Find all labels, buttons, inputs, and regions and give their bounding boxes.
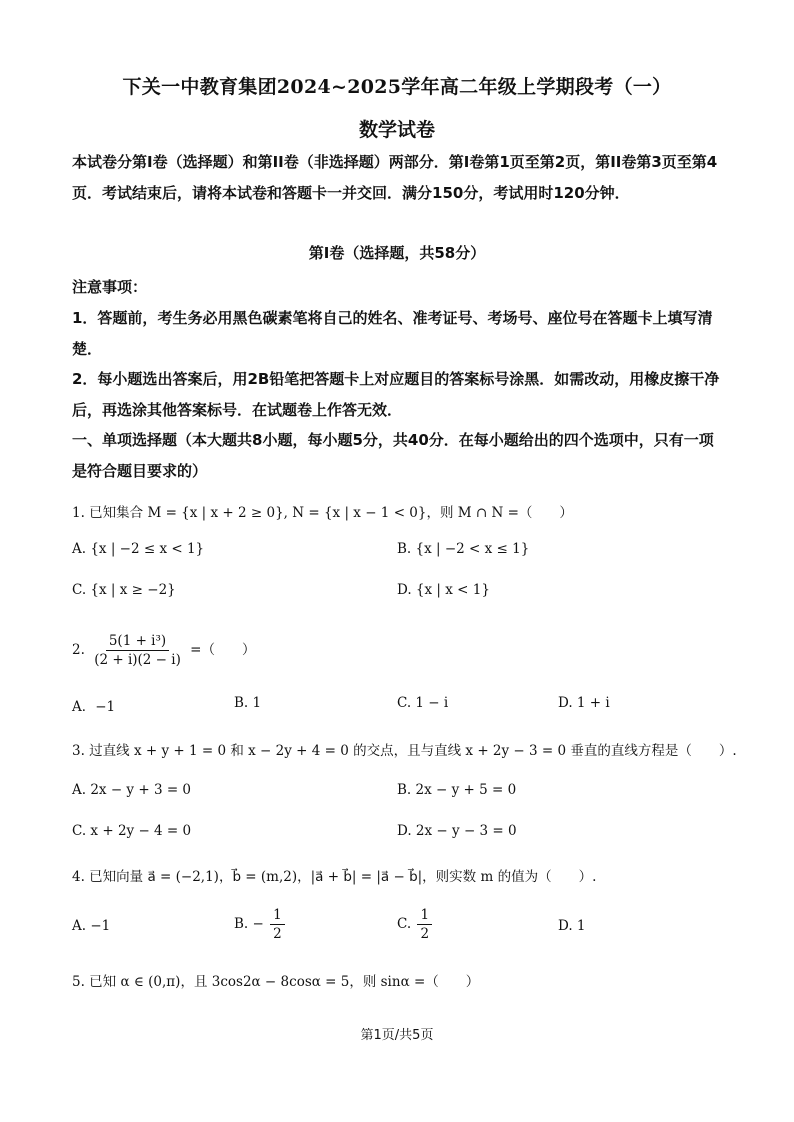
question-3-option-c: C. x + 2y − 4 = 0 xyxy=(72,823,192,839)
question-2-numerator: 5(1 + i³) xyxy=(106,632,169,651)
question-4-option-d: D. 1 xyxy=(558,918,586,934)
exam-title: 下关一中教育集团2024~2025学年高二年级上学期段考（一） xyxy=(122,76,672,98)
question-4-option-c-fraction xyxy=(417,906,432,943)
question-4-option-b xyxy=(234,906,287,943)
question-3-option-d: D. 2x − y − 3 = 0 xyxy=(397,823,517,839)
page-footer: 第1页/共5页 xyxy=(360,1028,434,1043)
question-1-option-a: A. {x | −2 ≤ x < 1} xyxy=(72,541,205,557)
note-item-2: 2．每小题选出答案后，用2B铅笔把答题卡上对应题目的答案标号涂黑．如需改动，用橡皮擦干净后，再选涂其他答案标号．在试题卷上作答无效． xyxy=(72,370,720,419)
question-4-option-b-fraction xyxy=(270,906,285,943)
question-2-number: 2. xyxy=(72,642,85,658)
question-3-option-b: B. 2x − y + 5 = 0 xyxy=(397,782,517,798)
question-1-stem: 1. 已知集合 M = {x | x + 2 ≥ 0}, N = {x | x − 1 < 0}，则 M ∩ N =（ ） xyxy=(72,505,573,521)
question-1-option-d: D. {x | x < 1} xyxy=(397,582,490,598)
question-4-option-b-num: 1 xyxy=(270,906,285,925)
question-4-option-b-den: 2 xyxy=(273,926,282,942)
intro-paragraph: 本试卷分第I卷（选择题）和第II卷（非选择题）两部分．第I卷第1页至第2页，第II卷第3页至第4页．考试结束后，请将本试卷和答题卡一并交回．满分150分，考试用时120分钟． xyxy=(72,153,718,202)
question-2-stem xyxy=(72,632,255,669)
question-2-suffix: =（ ） xyxy=(190,642,256,658)
question-3-option-a: A. 2x − y + 3 = 0 xyxy=(72,782,192,798)
exam-subtitle: 数学试卷 xyxy=(358,119,435,141)
question-2-option-c: C. 1 − i xyxy=(397,695,449,711)
question-4-option-c-label: C. xyxy=(397,916,412,932)
question-5-stem: 5. 已知 α ∈ (0,π)，且 3cos2α − 8cosα = 5，则 sinα =（ ） xyxy=(72,974,480,990)
question-4-option-c-num: 1 xyxy=(417,906,432,925)
question-1-option-c: C. {x | x ≥ −2} xyxy=(72,582,176,598)
section-title: 第I卷（选择题，共58分） xyxy=(308,244,486,262)
question-2-option-a: A．−1 xyxy=(72,699,116,715)
question-4-stem: 4. 已知向量 a⃗ = (−2,1)，b⃗ = (m,2)，|a⃗ + b⃗| = |a⃗ − b⃗|，则实数 m 的值为（ ）. xyxy=(72,869,597,885)
notes-heading: 注意事项： xyxy=(72,278,148,296)
question-2-option-b: B. 1 xyxy=(234,695,262,711)
question-3-stem: 3. 过直线 x + y + 1 = 0 和 x − 2y + 4 = 0 的交点，且与直线 x + 2y − 3 = 0 垂直的直线方程是（ ）. xyxy=(72,743,737,759)
question-4-option-b-label: B. − xyxy=(234,916,264,932)
question-4-option-a: A. −1 xyxy=(72,918,111,934)
note-item-1: 1．答题前，考生务必用黑色碳素笔将自己的姓名、准考证号、考场号、座位号在答题卡上填写清楚． xyxy=(72,309,713,358)
question-2-denominator: (2 + i)(2 − i) xyxy=(94,652,181,668)
question-1-option-b: B. {x | −2 < x ≤ 1} xyxy=(397,541,530,557)
question-4-option-c-den: 2 xyxy=(420,926,430,942)
question-2-option-d: D. 1 + i xyxy=(558,695,610,711)
question-2-fraction xyxy=(91,632,184,669)
question-4-option-c xyxy=(397,906,434,943)
part1-heading: 一、单项选择题（本大题共8小题，每小题5分，共40分．在每小题给出的四个选项中，只有一项是符合题目要求的） xyxy=(72,431,714,480)
